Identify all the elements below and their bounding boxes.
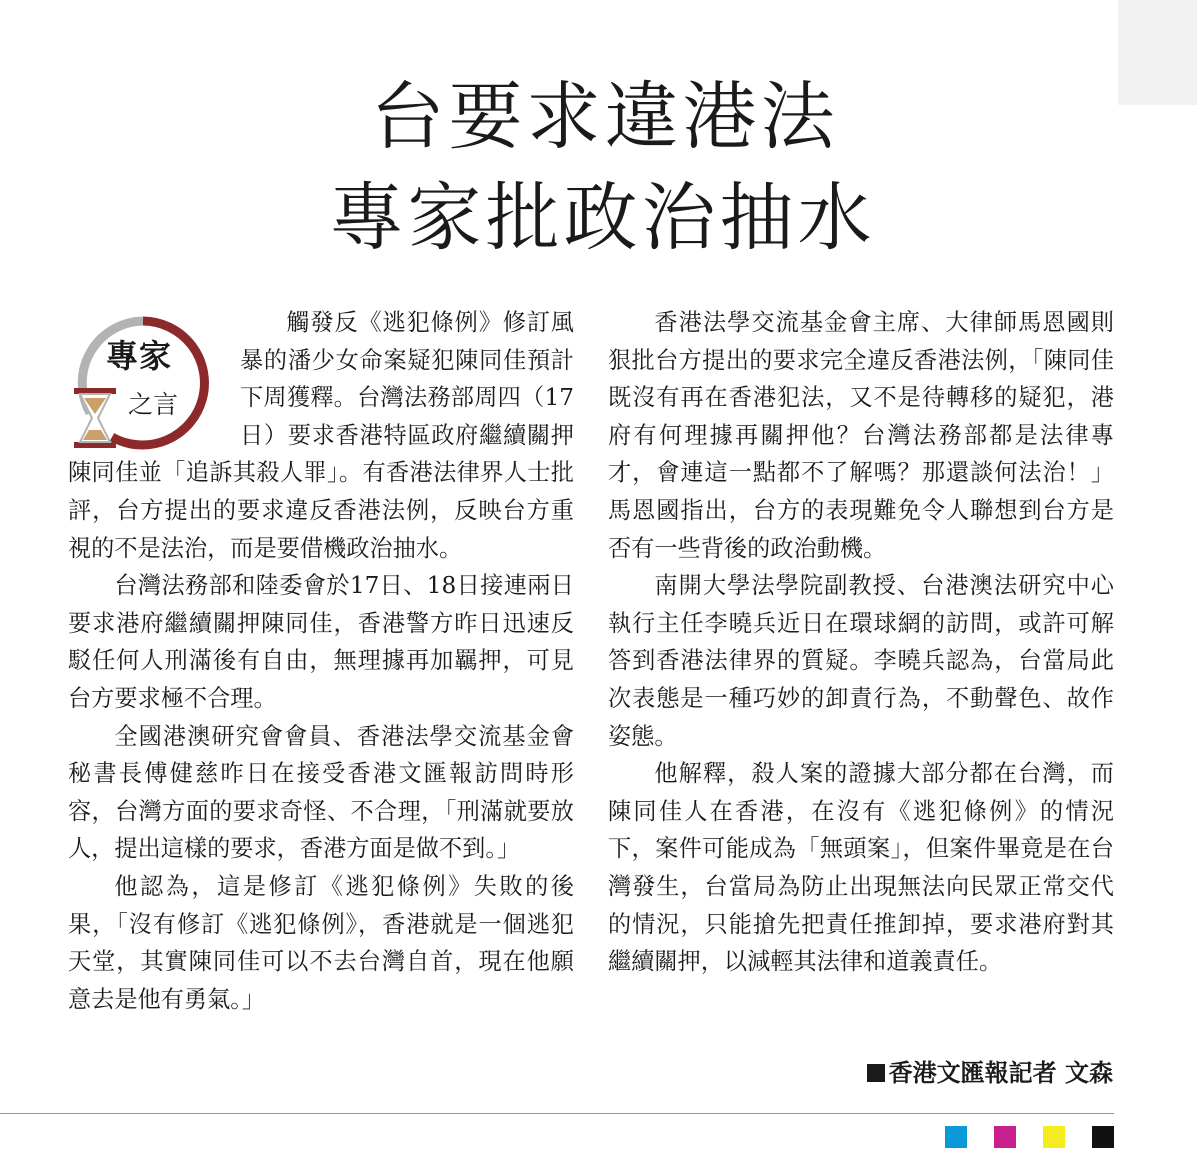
cyan-registration-mark bbox=[945, 1126, 967, 1148]
right-paragraph-3: 他解釋，殺人案的證據大部分都在台灣，而陳同佳人在香港，在沒有《逃犯條例》的情況下，案件可能成為「無頭案」，但案件畢竟是在台灣發生，台當局為防止出現無法向民眾正常交代的情況，只能搶先把責任推卸掉，要求港府對其繼續關押，以減輕其法律和道義責任。 bbox=[608, 760, 1114, 976]
logo-title: 專家 bbox=[106, 337, 173, 375]
hourglass-icon bbox=[72, 386, 118, 450]
byline-square-icon bbox=[867, 1064, 885, 1082]
left-paragraph-4: 他認為，這是修訂《逃犯條例》失敗的後果，「沒有修訂《逃犯條例》，香港就是一個逃犯天堂，其實陳同佳可以不去台灣自首，現在他願意去是他有勇氣。」 bbox=[68, 872, 574, 1013]
byline bbox=[867, 1053, 1113, 1088]
logo-subtitle: 之言 bbox=[128, 390, 179, 419]
left-paragraph-3: 全國港澳研究會會員、香港法學交流基金會秘書長傅健慈昨日在接受香港文匯報訪問時形容，台灣方面的要求奇怪、不合理，「刑滿就要放人，提出這樣的要求，香港方面是做不到。」 bbox=[68, 722, 574, 863]
black-registration-mark bbox=[1092, 1126, 1114, 1148]
right-column bbox=[608, 304, 1114, 981]
left-column bbox=[68, 304, 574, 1018]
right-paragraph-2: 南開大學法學院副教授、台港澳法研究中心執行主任李曉兵近日在環球網的訪問，或許可解答到香港法律界的質疑。李曉兵認為，台當局此次表態是一種巧妙的卸責行為，不動聲色、故作姿態。 bbox=[608, 572, 1114, 750]
left-paragraph-2: 台灣法務部和陸委會於17日、18日接連兩日要求港府繼續關押陳同佳，香港警方昨日迅速反駁任何人刑滿後有自由，無理據再加羈押，可見台方要求極不合理。 bbox=[68, 572, 574, 712]
right-paragraph-1: 香港法學交流基金會主席、大律師馬恩國則狠批台方提出的要求完全違反香港法例，「陳同佳既沒有再在香港犯法，又不是待轉移的疑犯，港府有何理據再關押他？台灣法務部都是法律專才，會連這一點都不了解嗎？那還談何法治！」馬恩國指出，台方的表現難免令人聯想到台方是否有一些背後的政治動機。 bbox=[608, 309, 1114, 562]
yellow-registration-mark bbox=[1043, 1126, 1065, 1148]
bottom-rule bbox=[0, 1113, 1114, 1114]
expert-opinion-logo bbox=[68, 304, 240, 454]
left-paragraph-1: 觸發反《逃犯條例》修訂風暴的潘少女命案疑犯陳同佳預計下周獲釋。台灣法務部周四（17日）要求香港特區政府繼續關押陳同佳並「追訴其殺人罪」。有香港法律界人士批評，台方提出的要求違反香港法例，反映台方重視的不是法治，而是要借機政治抽水。 bbox=[68, 309, 574, 562]
headline-line-2: 專家批政治抽水 bbox=[329, 175, 876, 261]
byline-text: 香港文匯報記者 文森 bbox=[888, 1059, 1113, 1087]
headline-line-1: 台要求違港法 bbox=[370, 74, 839, 160]
magenta-registration-mark bbox=[994, 1126, 1016, 1148]
